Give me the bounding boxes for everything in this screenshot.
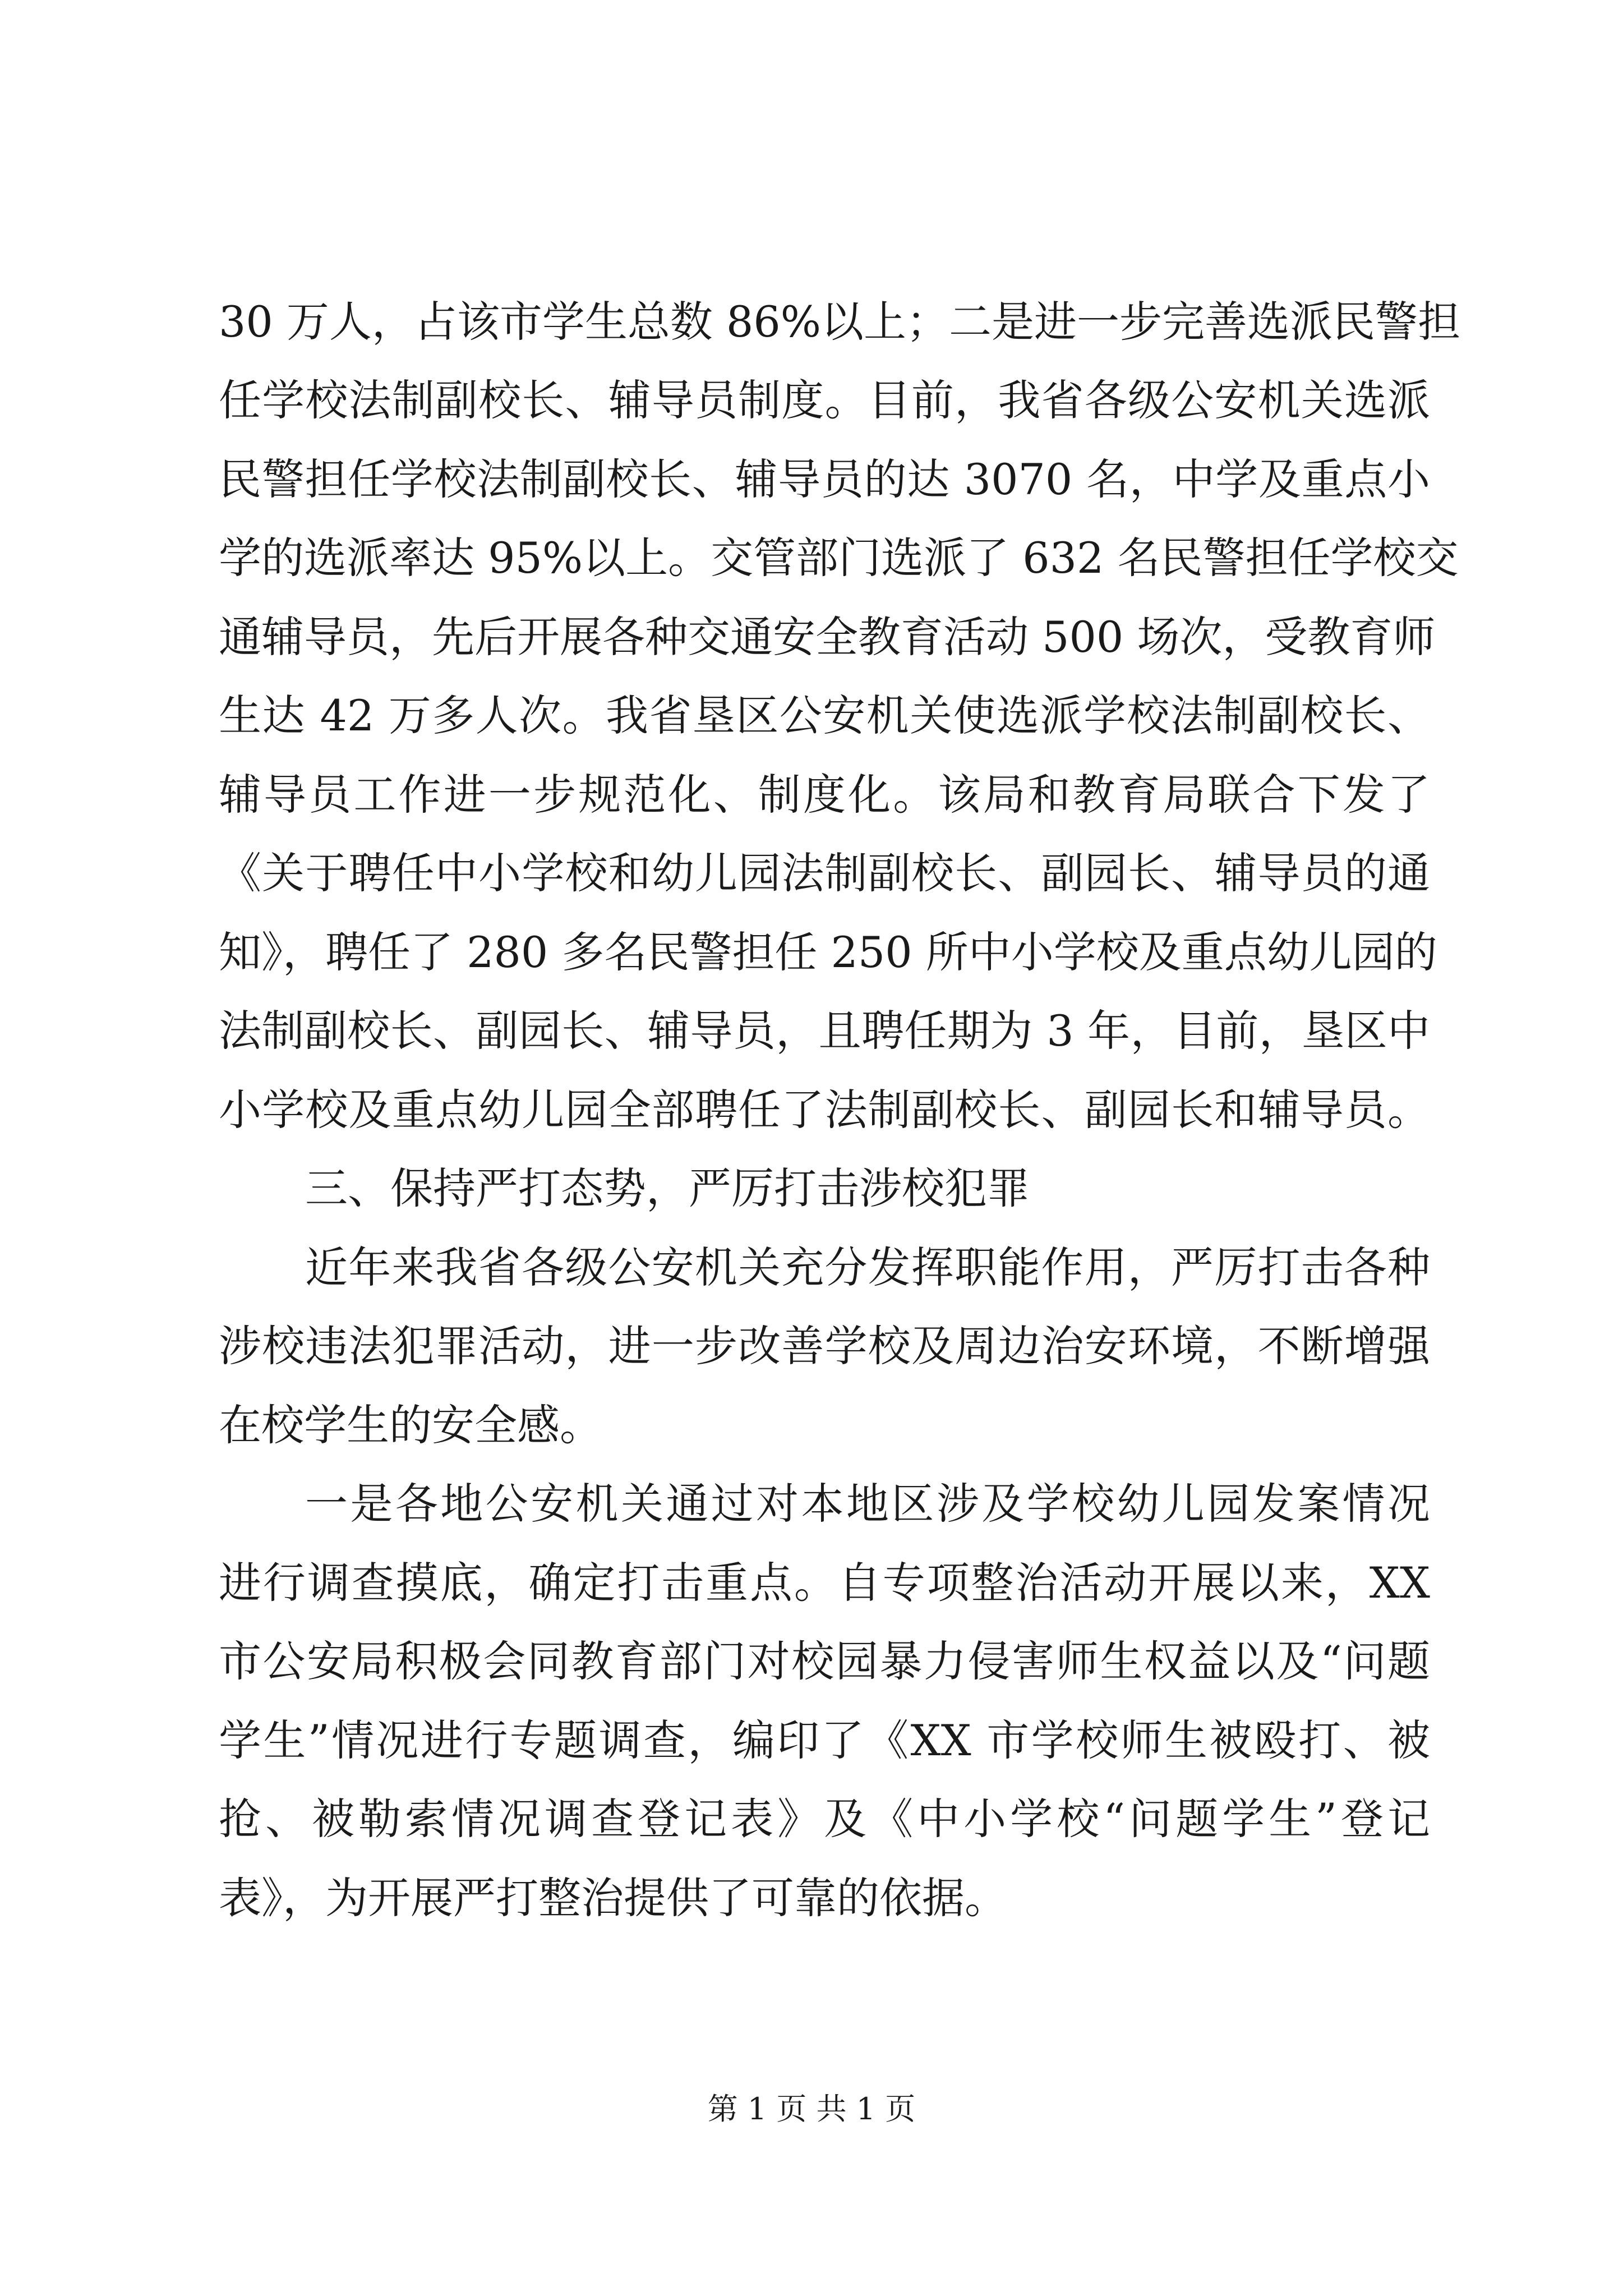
text-line-9: 知》，聘任了 280 多名民警担任 250 所中小学校及重点幼儿园的	[219, 927, 1437, 977]
text-line-1: 30 万人，占该市学生总数 86%以上；二是进一步完善选派民警担	[219, 297, 1460, 347]
text-line-4: 学的选派率达 95%以上。交管部门选派了 632 名民警担任学校交	[219, 533, 1459, 583]
text-line-6: 生达 42 万多人次。我省垦区公安机关使选派学校法制副校长、	[219, 691, 1430, 740]
text-line-14: 涉校违法犯罪活动，进一步改善学校及周边治安环境，不断增强	[219, 1321, 1430, 1371]
text-line-16: 一是各地公安机关通过对本地区涉及学校幼儿园发案情况	[305, 1479, 1430, 1529]
text-line-18: 市公安局积极会同教育部门对校园暴力侵害师生权益以及“问题	[219, 1636, 1430, 1686]
text-line-10: 法制副校长、副园长、辅导员，且聘任期为 3 年，目前，垦区中	[219, 1006, 1430, 1056]
text-line-5: 通辅导员，先后开展各种交通安全教育活动 500 场次，受教育师	[219, 612, 1436, 662]
text-line-2: 任学校法制副校长、辅导员制度。目前，我省各级公安机关选派	[219, 375, 1430, 425]
text-line-20: 抢、被勒索情况调查登记表》及《中小学校“问题学生”登记	[219, 1794, 1430, 1844]
text-line-15: 在校学生的安全感。	[219, 1400, 602, 1450]
text-line-8: 《关于聘任中小学校和幼儿园法制副校长、副园长、辅导员的通	[219, 848, 1430, 898]
page-number-footer: 第 1 页 共 1 页	[707, 2091, 916, 2127]
text-line-7: 辅导员工作进一步规范化、制度化。该局和教育局联合下发了	[219, 770, 1430, 820]
text-line-11: 小学校及重点幼儿园全部聘任了法制副校长、副园长和辅导员。	[219, 1085, 1430, 1135]
text-line-13: 近年来我省各级公安机关充分发挥职能作用，严厉打击各种	[305, 1243, 1430, 1292]
text-line-21: 表》，为开展严打整治提供了可靠的依据。	[219, 1873, 1007, 1923]
text-line-17: 进行调查摸底，确定打击重点。自专项整治活动开展以来，XX	[219, 1558, 1430, 1608]
text-line-3: 民警担任学校法制副校长、辅导员的达 3070 名，中学及重点小	[219, 454, 1430, 504]
text-line-19: 学生”情况进行专题调查，编印了《XX 市学校师生被殴打、被	[219, 1715, 1430, 1765]
section-heading: 三、保持严打态势，严厉打击涉校犯罪	[305, 1163, 1030, 1213]
